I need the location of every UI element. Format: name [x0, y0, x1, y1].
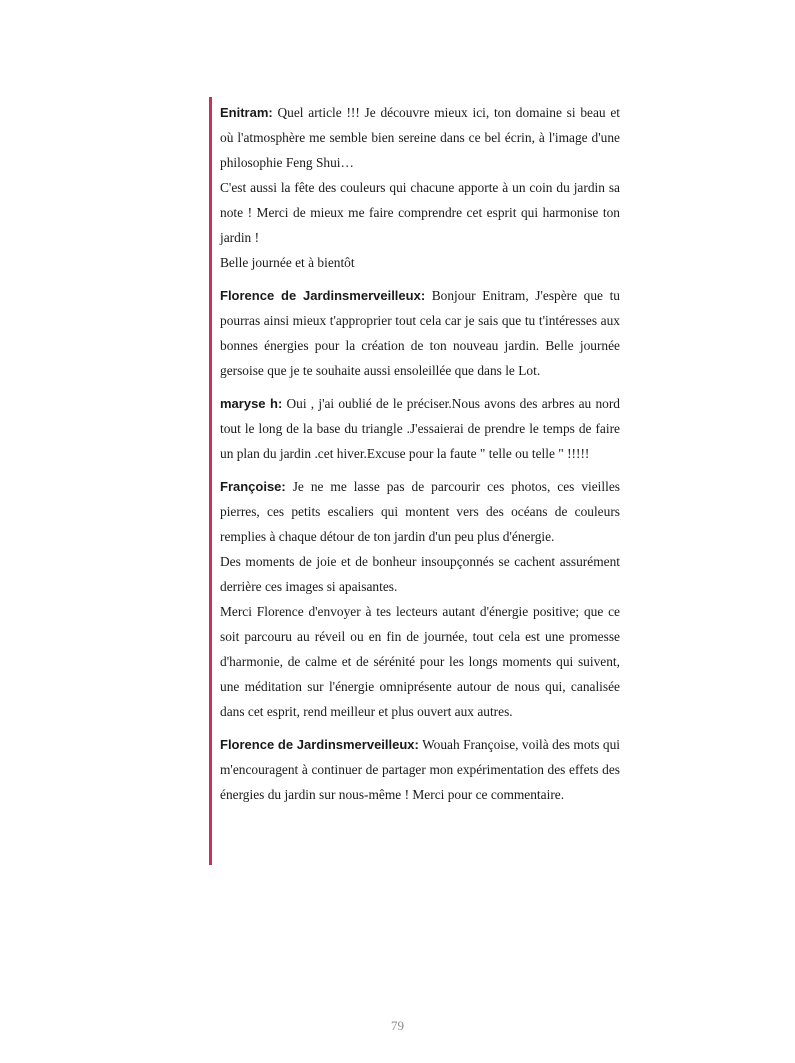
comment-text: Oui , j'ai oublié de le préciser.Nous avons des arbres au nord tout le long de la base du triangle .J'essaierai de prendre le temps de faire un plan du jardin .cet hiver.Excuse pour la faute " telle ou telle " !!!!! — [220, 396, 620, 461]
comment-paragraph — [220, 283, 620, 383]
page-number: 79 — [391, 1018, 404, 1033]
comment-paragraph — [220, 391, 620, 466]
comment-paragraph — [220, 100, 620, 175]
comment-author: Florence de Jardinsmerveilleux: — [220, 737, 419, 752]
comment — [220, 391, 620, 466]
comment-paragraph: Belle journée et à bientôt — [220, 255, 355, 270]
comment — [220, 283, 620, 383]
comment-text: Quel article !!! Je découvre mieux ici, ton domaine si beau et où l'atmosphère me semble bien sereine dans ce bel écrin, à l'image d'une philosophie Feng Shui… — [220, 105, 620, 170]
comment — [220, 100, 620, 275]
comment — [220, 474, 620, 724]
comment-text: Bonjour Enitram, J'espère que tu pourras ainsi mieux t'approprier tout cela car je sais que tu t'intéresses aux bonnes énergies pour la création de ton nouveau jardin. Belle journée gersoise que je te souhaite aussi ensoleillée que dans le Lot. — [220, 288, 620, 378]
comment-author: maryse h: — [220, 396, 283, 411]
comment-text: Wouah Françoise, voilà des mots qui m'encouragent à continuer de partager mon expérimentation des effets des énergies du jardin sur nous-même ! Merci pour ce commentaire. — [220, 737, 620, 802]
comment-text: Je ne me lasse pas de parcourir ces photos, ces vieilles pierres, ces petits escaliers qui montent vers des océans de couleurs remplies à chaque détour de ton jardin d'un peu plus d'énergie. — [220, 479, 620, 544]
comment-paragraph: C'est aussi la fête des couleurs qui chacune apporte à un coin du jardin sa note ! Merci de mieux me faire comprendre cet esprit qui harmonise ton jardin ! — [220, 180, 620, 245]
comment-paragraph — [220, 474, 620, 549]
comments-section — [209, 97, 620, 865]
comment-paragraph — [220, 732, 620, 807]
comment-paragraph: Merci Florence d'envoyer à tes lecteurs autant d'énergie positive; que ce soit parcouru au réveil ou en fin de journée, tout cela est une promesse d'harmonie, de calme et de sérénité pour les longs moments qui suivent, une méditation sur l'énergie omniprésente autour de nous qui, canalisée dans cet esprit, rend meilleur et plus ouvert aux autres. — [220, 604, 620, 719]
comment-paragraph: Des moments de joie et de bonheur insoupçonnés se cachent assurément derrière ces images si apaisantes. — [220, 554, 620, 594]
comment-author: Françoise: — [220, 479, 286, 494]
comment-author: Enitram: — [220, 105, 273, 120]
comment-author: Florence de Jardinsmerveilleux: — [220, 288, 426, 303]
comment — [220, 732, 620, 807]
